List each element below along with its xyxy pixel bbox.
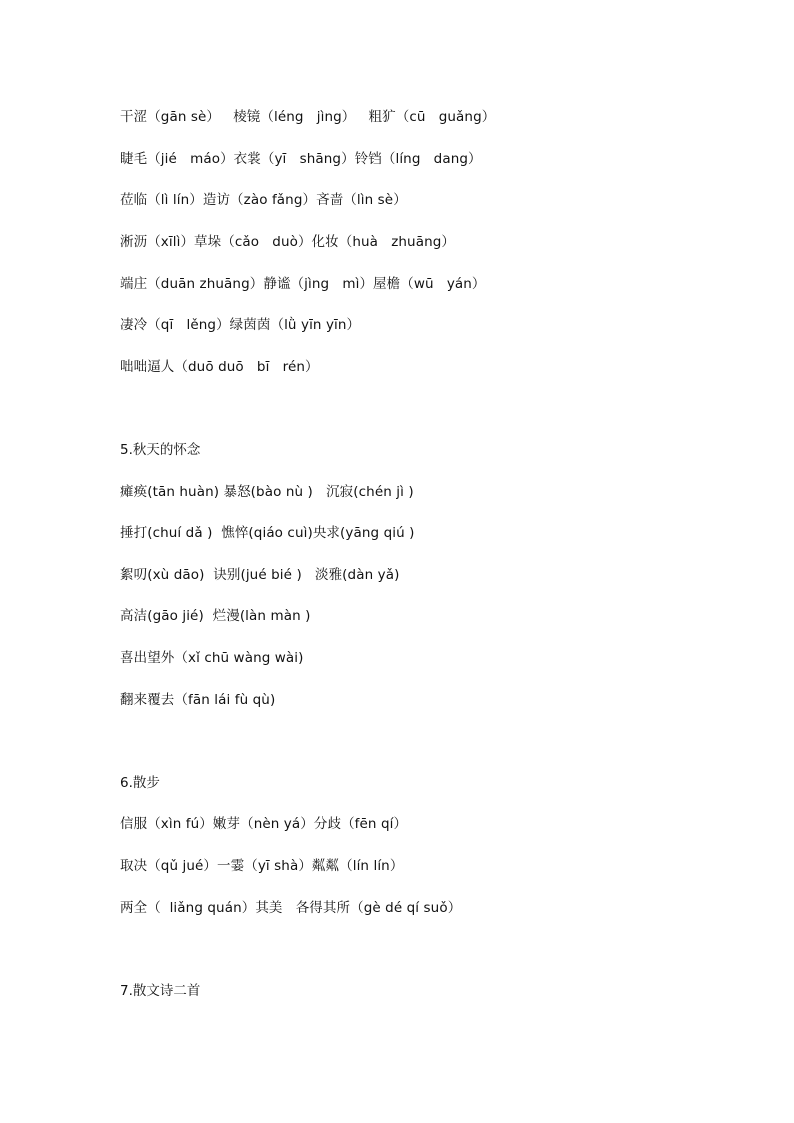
- vocab-line: 咄咄逼人（duō duō bī rén）: [120, 359, 319, 375]
- section-heading: 5.秋天的怀念: [120, 442, 201, 458]
- vocab-line: 信服（xìn fú）嫩芽（nèn yá）分歧（fēn qí）: [120, 816, 408, 832]
- vocab-line: 高洁(gāo jié) 烂漫(làn màn ): [120, 608, 311, 624]
- vocab-line: 翻来覆去（fān lái fù qù): [120, 692, 276, 708]
- vocab-line: 取决（qǔ jué）一霎（yī shà）粼粼（lín lín）: [120, 858, 404, 874]
- vocab-line: 淅沥（xīlì）草垛（cǎo duò）化妆（huà zhuāng）: [120, 234, 456, 250]
- section-heading: 6.散步: [120, 775, 160, 791]
- vocab-line: 捶打(chuí dǎ ) 憔悴(qiáo cuì)央求(yāng qiú ): [120, 525, 415, 541]
- vocab-line: 喜出望外（xǐ chū wàng wài): [120, 650, 304, 666]
- vocab-line: 睫毛（jié máo）衣裳（yī shāng）铃铛（líng dang）: [120, 151, 482, 167]
- section-heading: 7.散文诗二首: [120, 983, 201, 999]
- vocab-line: 干涩（gān sè） 棱镜（léng jìng） 粗犷（cū guǎng）: [120, 109, 496, 125]
- vocab-line: 莅临（lì lín）造访（zào fǎng）吝啬（lìn sè）: [120, 192, 407, 208]
- vocab-line: 两全（ liǎng quán）其美 各得其所（gè dé qí suǒ）: [120, 900, 462, 916]
- vocab-line: 凄冷（qī lěng）绿茵茵（lǜ yīn yīn）: [120, 317, 361, 333]
- vocab-line: 瘫痪(tān huàn) 暴怒(bào nù ) 沉寂(chén jì ): [120, 484, 414, 500]
- vocab-line: 絮叨(xù dāo) 诀别(jué bié ) 淡雅(dàn yǎ): [120, 567, 400, 583]
- vocab-line: 端庄（duān zhuāng）静谧（jìng mì）屋檐（wū yán）: [120, 276, 486, 292]
